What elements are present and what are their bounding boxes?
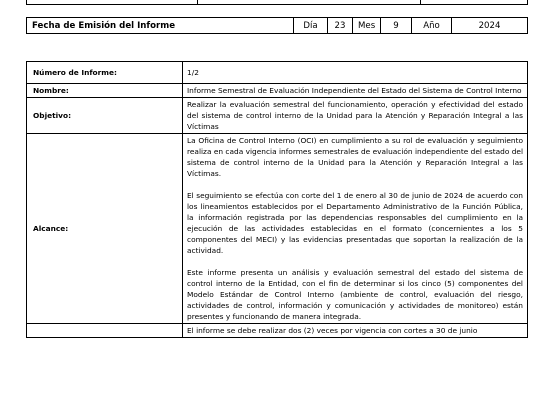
table-divider [197,0,198,5]
table-divider [420,0,421,5]
report-objective-row [27,98,528,134]
issue-date-label: Fecha de Emisión del Informe [27,18,294,34]
report-number-row [27,62,528,84]
report-next-row [27,324,528,338]
day-value: 23 [328,18,353,34]
report-scope-label: Alcance: [27,134,183,324]
report-name-value: Informe Semestral de Evaluación Independiente del Estado del Sistema de Control Interno [183,84,528,98]
report-name-label: Nombre: [27,84,183,98]
month-label: Mes [353,18,381,34]
scope-paragraph: El seguimiento se efectúa con corte del 1 de enero al 30 de junio de 2024 de acuerdo con los lineamientos establecidos por el Departamento Administrativo de la Función Pública, la información registrada por las dependencias responsables del cumplimiento en la ejecución de las actividades establecidas en el formato (concernientes a los 5 componentes del MECI) y las evidencias presentadas que soportan la realización de la actividad. [187,191,523,255]
day-label: Día [294,18,328,34]
report-info-table [26,61,528,338]
report-number-label: Número de Informe: [27,62,183,84]
next-row-partial-text: El informe se debe realizar dos (2) veces por vigencia con cortes a 30 de junio [183,324,528,338]
report-objective-label: Objetivo: [27,98,183,134]
report-number-value: 1/2 [183,62,528,84]
previous-table-fragment [26,0,528,5]
month-value: 9 [381,18,412,34]
issue-date-row [27,18,528,34]
scope-paragraph: Este informe presenta un análisis y evaluación semestral del estado del sistema de control interno de la Entidad, con el fin de determinar si los cinco (5) componentes del Modelo Estándar de Control Interno (ambiente de control, evaluación del riesgo, actividades de control, información y comunicación y actividades de monitoreo) están presentes y funcionando de manera integrada. [187,268,523,321]
report-name-row [27,84,528,98]
report-scope-row [27,134,528,324]
issue-date-table [26,17,528,34]
report-scope-value [183,134,528,324]
year-value: 2024 [452,18,528,34]
next-row-label [27,324,183,338]
report-objective-value: Realizar la evaluación semestral del funcionamiento, operación y efectividad del estado del sistema de control interno de la Unidad para la Atención y Reparación Integral a las Víctimas [183,98,528,134]
scope-paragraph: La Oficina de Control Interno (OCI) en cumplimiento a su rol de evaluación y seguimiento realiza en cada vigencia informes semestrales de evaluación independiente del estado del sistema de control interno de la Unidad para la Atención y Reparación Integral a las Víctimas. [187,136,523,178]
year-label: Año [412,18,452,34]
